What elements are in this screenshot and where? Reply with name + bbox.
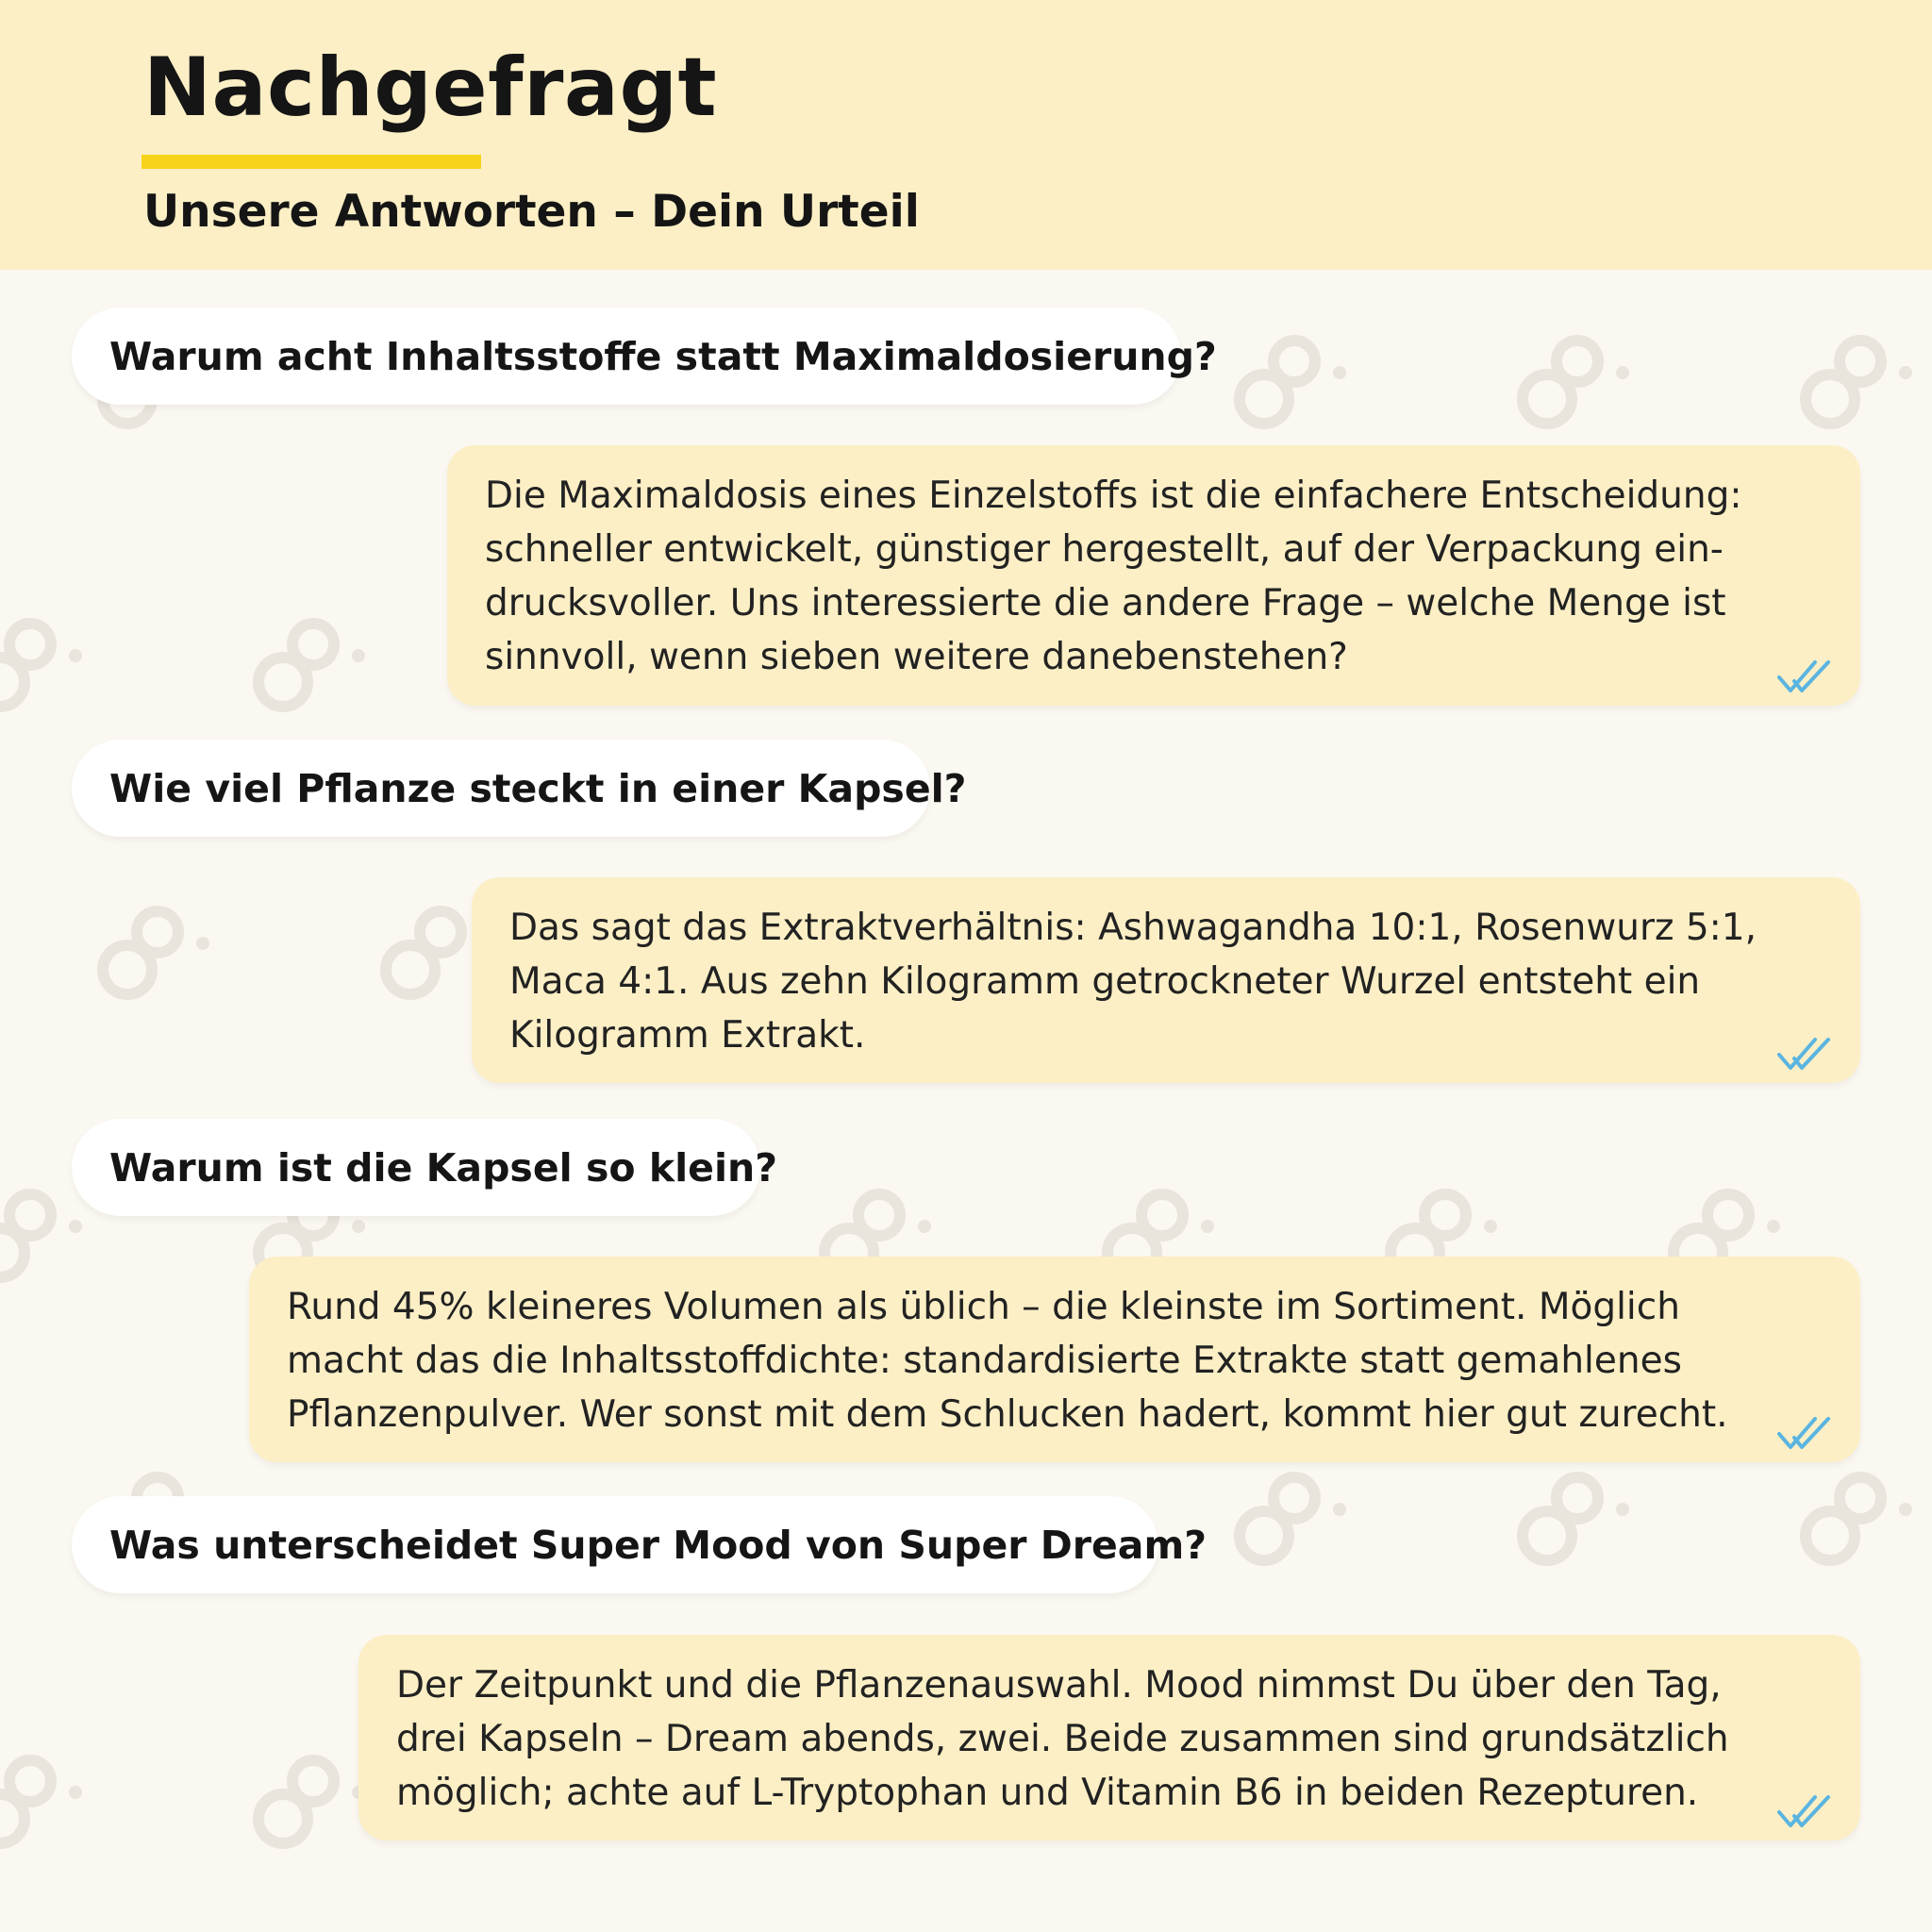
answer-bubble-2 <box>472 877 1860 1083</box>
page-title: Nachgefragt <box>143 41 718 135</box>
pattern-infinity-icon <box>0 1194 82 1277</box>
pattern-infinity-icon <box>1240 341 1346 424</box>
pattern-infinity-icon <box>0 1760 82 1843</box>
pattern-infinity-icon <box>1523 1477 1629 1560</box>
pattern-infinity-icon <box>0 624 82 707</box>
pattern-infinity-icon <box>258 1760 365 1843</box>
answer-text: Rund 45% kleineres Volumen als üblich – die kleinste im Sortiment. Möglich macht das die Inhaltsstoffdichte: standardisierte Extrakte statt gemahlenes Pflanzenpulver. Wer sonst mit dem Schlucken hadert, kommt hier gut zurecht. <box>287 1286 1728 1436</box>
answer-text: Das sagt das Extraktverhältnis: Ashwagandha 10:1, Rosenwurz 5:1, Maca 4:1. Aus zehn Kilogramm getrockneter Wurzel entsteht ein Kilogramm Extrakt. <box>509 907 1757 1057</box>
question-text: Warum acht Inhaltsstoffe statt Maximaldosierung? <box>109 333 1217 379</box>
pattern-infinity-icon <box>258 624 365 707</box>
answer-text: Die Maximaldosis eines Einzelstoffs ist die einfachere Entscheidung: schneller entwickelt, günstiger hergestellt, auf der Verpackung ein- drucksvoller. Uns interessierte die andere Frage – welche Menge ist sinnvoll, wenn sieben weitere danebenstehen? <box>485 475 1742 678</box>
question-bubble-3 <box>72 1119 777 1216</box>
question-text: Warum ist die Kapsel so klein? <box>109 1144 777 1191</box>
answer-text: Der Zeitpunkt und die Pflanzenauswahl. Mood nimmst Du über den Tag, drei Kapseln – Dream abends, zwei. Beide zusammen sind grundsätzlich möglich; achte auf L-Tryptophan und Vitamin B6 in beiden Rezepturen. <box>396 1664 1729 1814</box>
pattern-infinity-icon <box>103 911 209 994</box>
answer-bubble-1 <box>447 445 1860 706</box>
pattern-infinity-icon <box>1523 341 1629 424</box>
answer-bubble-4 <box>358 1635 1860 1840</box>
header <box>0 0 1932 270</box>
question-bubble-4 <box>72 1496 1207 1593</box>
title-underline <box>142 155 481 169</box>
question-text: Wie viel Pflanze steckt in einer Kapsel? <box>109 765 967 811</box>
page-subtitle: Unsere Antworten – Dein Urteil <box>143 186 920 238</box>
question-text: Was unterscheidet Super Mood von Super Dream? <box>109 1522 1207 1568</box>
pattern-infinity-icon <box>1240 1477 1346 1560</box>
double-check-icon <box>1777 1036 1832 1074</box>
double-check-icon <box>1777 658 1832 696</box>
pattern-infinity-icon <box>1806 341 1912 424</box>
question-bubble-1 <box>72 308 1217 405</box>
answer-bubble-3 <box>249 1257 1860 1462</box>
double-check-icon <box>1777 1415 1832 1453</box>
pattern-infinity-icon <box>1806 1477 1912 1560</box>
double-check-icon <box>1777 1793 1832 1831</box>
question-bubble-2 <box>72 740 967 837</box>
